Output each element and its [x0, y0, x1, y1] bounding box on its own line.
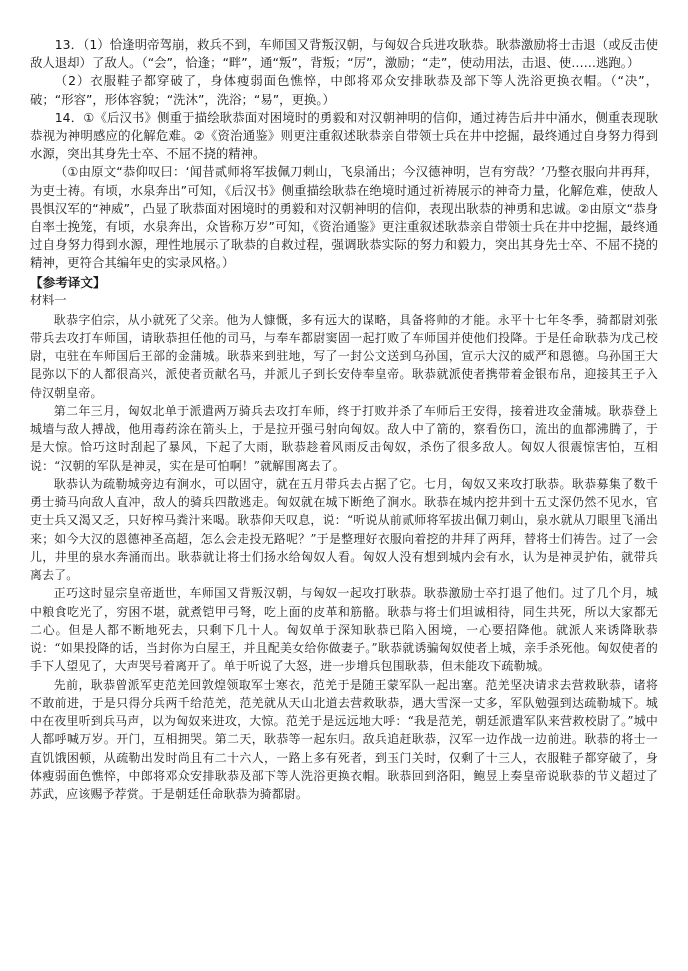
translation-paragraph: 先前，耿恭曾派军吏范羌回敦煌领取军士寒衣，范羌于是随王蒙军队一起出塞。范羌坚决请求去营救耿恭，诸将不敢前进，于是只得分兵两千给范羌，范羌就从天山北道去营救耿恭，遇大雪深一丈多，军队勉强到达疏勒城下。城中在夜里听到兵马声，以为匈奴来进攻，大惊。范羌于是远远地大呼：“我是范羌，朝廷派遣军队来营救校尉了。”城中人都呼喊万岁。开门，互相拥哭。第二天，耿恭等一起东归。敌兵追赶耿恭，汉军一边作战一边前进。耿恭的将士一直饥饿困顿，从疏勒出发时尚且有二十六人，一路上多有死者，到玉门关时，仅剩了十三人，衣服鞋子都穿破了，身体瘦弱面色憔悴，中郎将邓众安排耿恭及部下等人洗浴更换衣帽。耿恭回到洛阳，鲍昱上奏皇帝说耿恭的节义超过了苏武，应该赐予荐赏。于是朝廷任命耿恭为骑都尉。	[30, 677, 658, 802]
reference-translation-heading: 【参考译文】	[30, 274, 106, 290]
translation-paragraph: 耿恭认为疏勒城旁边有涧水，可以固守，就在五月带兵去占据了它。七月，匈奴又来攻打耿恭。耿恭募集了数千勇士骑马向敌人直冲，敌人的骑兵四散逃走。匈奴就在城下断绝了涧水。耿恭在城内挖井到十五丈深仍然不见水，官吏士兵又渴又乏，只好榨马粪汁来喝。耿恭仰天叹息，说：“听说从前贰师将军拔出佩刀刺山，泉水就从刀眼里飞涌出来；如今大汉的恩德神圣高超，怎么会走投无路呢？”于是整理好衣服向着挖的井拜了两拜，替将士们祷告。过了一会儿，井里的泉水奔涌而出。耿恭就让将士们扬水给匈奴人看。匈奴人没有想到城内会有水，认为是神灵护佑，就带兵离去了。	[30, 476, 658, 583]
answer-13-part-1: 13．（1）恰逢明帝驾崩，救兵不到，车师国又背叛汉朝，与匈奴合兵进攻耿恭。耿恭激励将士击退（或反击使敌人退却）了敌人。（“会”，恰逢；“畔”，通“叛”，背叛；“厉”，激励；“走”，使动用法，击退、使……逃跑。）	[30, 37, 658, 71]
translation-paragraph: 正巧这时显宗皇帝逝世，车师国又背叛汉朝，与匈奴一起攻打耿恭。耿恭激励士卒打退了他们。过了几个月，城中粮食吃光了，穷困不堪，就煮铠甲弓弩，吃上面的皮革和筋骼。耿恭与将士们坦诚相待，同生共死，所以大家都无二心。但是人都不断地死去，只剩下几十人。匈奴单于深知耿恭已陷入困境，一心要招降他。就派人来诱降耿恭说：“如果投降的话，当封你为白屋王，并且配美女给你做妻子。”耿恭就诱骗匈奴使者上城，亲手杀死他。匈奴使者的手下人望见了，大声哭号着离开了。单于听说了大怒，进一步增兵包围耿恭，但未能攻下疏勒城。	[30, 586, 658, 674]
answer-14-explanation: （①由原文“恭仰叹曰：‘闻昔贰师将军拔佩刀刺山，飞泉涌出；今汉德神明，岂有穷哉？’乃整衣服向井再拜，为吏士祷。有顷，水泉奔出”可知，《后汉书》侧重描绘耿恭在绝境时通过祈祷展示的神奇力量，化解危难，使敌人畏惧汉军的“神威”，凸显了耿恭面对困境时的勇毅和对汉朝神明的信仰，表现出耿恭的神勇和忠诚。②由原文“恭身自率士挽笼，有顷，水泉奔出，众皆称万岁”可知，《资治通鉴》更注重叙述耿恭亲自带领士兵在井中挖掘，最终通过自身努力得到水源，理性地展示了耿恭的自救过程，强调耿恭实际的努力和毅力，突出其身先士卒、不屈不挠的精神，更符合其编年史的实录风格。）	[30, 164, 658, 271]
answer-13-part-2: （2）衣服鞋子都穿破了，身体瘦弱面色憔悴，中郎将邓众安排耿恭及部下等人洗浴更换衣帽。（“决”，破；“形容”，形体容貌；“洗沐”，洗浴；“易”，更换。）	[30, 73, 658, 107]
answer-14-part-1: 14．①《后汉书》侧重于描绘耿恭面对困境时的勇毅和对汉朝神明的信仰，通过祷告后井中涌水，侧重表现耿恭视为神明感应的化解危难。②《资治通鉴》则更注重叙述耿恭亲自带领士兵在井中挖掘，最终通过自身努力得到水源，突出其身先士卒、不屈不挠的精神。	[30, 109, 658, 162]
translation-paragraph: 第二年三月，匈奴北单于派遣两万骑兵去攻打车师，终于打败并杀了车师后王安得，接着进攻金蒲城。耿恭登上城墙与敌人搏战，他用毒药涂在箭头上，于是拉开强弓射向匈奴。敌人中了箭的，察看伤口，流出的血都沸腾了，于是大惊。恰巧这时刮起了暴风，下起了大雨，耿恭趁着风雨反击匈奴，杀伤了很多敌人。匈奴人很震惊害怕，互相说：“汉朝的军队是神灵，实在是可怕啊！”就解围离去了。	[30, 403, 658, 473]
translation-paragraph: 耿恭字伯宗，从小就死了父亲。他为人慷慨，多有远大的谋略，具备将帅的才能。永平十七年冬季，骑都尉刘张带兵去攻打车师国，请耿恭担任他的司马，与奉车都尉窦固一起打败了车师国并使他们投降。于是任命耿恭为戊己校尉，屯驻在车师国后王部的金蒲城。耿恭来到驻地，写了一封公文送到乌孙国，宣示大汉的威严和恩德。乌孙国王大昆弥以下的人都很高兴，派使者贡献名马，并派儿子到长安侍奉皇帝。耿恭就派使者携带着金银布帛，迎接其王子入侍汉朝皇帝。	[30, 312, 658, 400]
material-label: 材料一	[30, 292, 67, 307]
